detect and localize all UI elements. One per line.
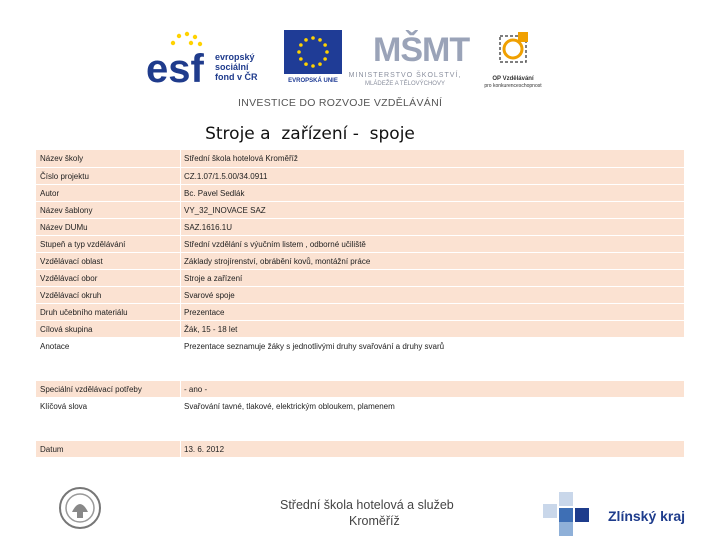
row-value: VY_32_INOVACE SAZ [184,206,266,215]
table-row [36,185,684,202]
table-row [36,441,684,458]
table-row [36,338,684,381]
column-divider [180,253,181,269]
msmt-logo [343,30,470,92]
eu-star-icon [304,38,308,42]
metadata-table [36,150,684,458]
eu-flag-icon [284,30,342,74]
row-label: Anotace [40,342,70,351]
eu-star-icon [299,43,303,47]
esf-line-2: sociální [215,62,249,72]
row-label: Název šablony [40,206,93,215]
column-divider [180,398,181,440]
row-value: 13. 6. 2012 [184,445,225,454]
esf-mark-icon [145,28,211,92]
row-value: Svarové spoje [184,291,235,300]
footer [0,478,720,540]
column-divider [180,287,181,303]
row-value: SAZ.1616.1U [184,223,233,232]
esf-logo [145,28,277,92]
page-title: Stroje a zařízení - spoje [205,124,415,144]
eu-star-icon [311,36,315,40]
row-label: Název školy [40,154,84,163]
esf-line-3: fond v ČR [215,72,258,82]
table-row [36,150,684,168]
row-label: Speciální vzdělávací potřeby [40,385,142,394]
row-value: Základy strojírenství, obrábění kovů, montážní práce [184,257,371,266]
eu-star-icon [323,57,327,61]
table-row [36,381,684,398]
eu-star-icon [311,64,315,68]
row-label: Název DUMu [40,223,88,232]
svg-text:esf: esf [146,47,204,91]
column-divider [180,338,181,380]
msmt-line-2: MLÁDEŽE A TĚLOVÝCHOVY [365,81,445,87]
eu-star-icon [297,50,301,54]
row-value: Stroje a zařízení [184,274,243,283]
row-label: Datum [40,445,64,454]
row-label: Cílová skupina [40,325,93,334]
zlin-region-squares-icon [543,492,593,536]
table-row [36,236,684,253]
row-value: Bc. Pavel Sedlák [184,189,245,198]
header-logo-row [0,0,720,120]
table-row [36,321,684,338]
column-divider [180,168,181,184]
table-row [36,270,684,287]
table-row [36,398,684,441]
table-row [36,168,684,185]
table-row [36,287,684,304]
eu-star-icon [323,43,327,47]
msmt-mark: MŠMT [373,31,470,69]
eu-star-icon [325,50,329,54]
op-label-1: OP Vzdělávání [492,76,534,82]
column-divider [180,202,181,218]
row-value: Žák, 15 - 18 let [184,325,238,334]
row-label: Stupeň a typ vzdělávání [40,240,126,249]
op-vzdelavani-logo [478,30,548,92]
row-value: Prezentace seznamuje žáky s jednotlivými druhy svařování a druhy svarů [184,342,445,351]
column-divider [180,150,181,167]
row-value: Střední škola hotelová Kroměříž [184,154,298,163]
eu-star-icon [304,62,308,66]
op-label-2: pro konkurenceschopnost [484,83,542,89]
school-emblem-icon [58,486,102,530]
row-label: Číslo projektu [40,172,89,181]
table-row [36,219,684,236]
eu-logo [284,30,342,92]
column-divider [180,304,181,320]
row-value: Prezentace [184,308,225,317]
esf-line-1: evropský [215,52,255,62]
row-label: Vzdělávací okruh [40,291,102,300]
op-emblem-icon [492,30,534,68]
column-divider [180,321,181,337]
eu-star-icon [318,62,322,66]
eu-star-icon [299,57,303,61]
row-label: Autor [40,189,60,198]
school-name-line-1: Střední škola hotelová a služeb [280,498,454,512]
column-divider [180,236,181,252]
esf-wordmark [215,52,258,82]
row-value: - ano - [184,385,208,394]
header-tagline: INVESTICE DO ROZVOJE VZDĚLÁVÁNÍ [238,97,443,109]
column-divider [180,381,181,397]
school-name-line-2: Kroměříž [349,514,400,528]
eu-star-icon [318,38,322,42]
column-divider [180,185,181,201]
row-label: Druh učebního materiálu [40,308,128,317]
zlin-region-label: Zlínský kraj [608,508,686,524]
column-divider [180,270,181,286]
table-row [36,304,684,321]
msmt-line-1: MINISTERSTVO ŠKOLSTVÍ, [348,72,462,79]
row-value: CZ.1.07/1.5.00/34.0911 [184,172,268,181]
column-divider [180,219,181,235]
row-label: Vzdělávací obor [40,274,98,283]
column-divider [180,441,181,457]
row-value: Svařování tavné, tlakové, elektrickým obloukem, plamenem [184,402,395,411]
row-value: Střední vzdělání s výučním listem , odborné učiliště [184,240,366,249]
row-label: Vzdělávací oblast [40,257,103,266]
eu-label: EVROPSKÁ UNIE [288,78,338,84]
table-row [36,253,684,270]
row-label: Klíčová slova [40,402,88,411]
table-row [36,202,684,219]
